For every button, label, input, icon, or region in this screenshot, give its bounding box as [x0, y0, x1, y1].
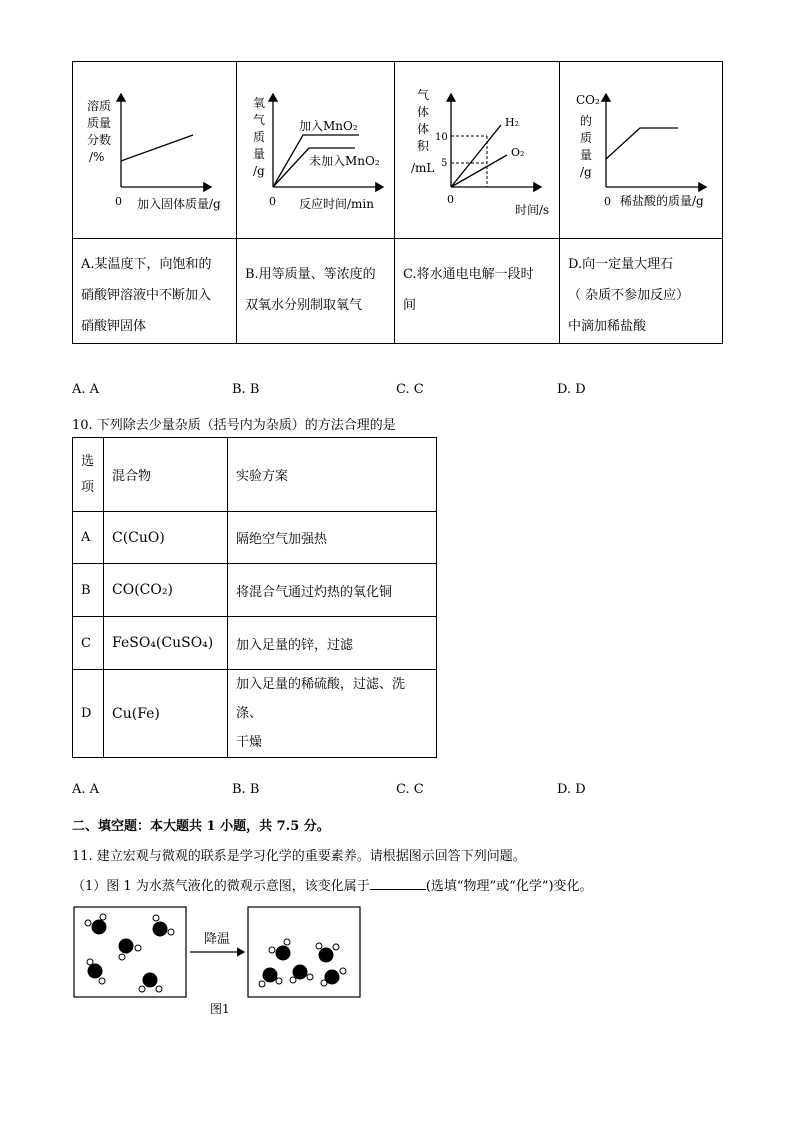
q10-row-a-plan: 隔绝空气加强热 — [228, 512, 437, 564]
caption-a-line3: 硝酸钾固体 — [81, 319, 147, 334]
graph-a-origin: 0 — [115, 195, 122, 208]
graph-c-o2-label: O₂ — [511, 146, 525, 159]
graph-d-xlabel: 稀盐酸的质量/g — [620, 194, 704, 208]
graph-c-ylabel-1: 气 — [417, 88, 430, 102]
figure1 — [72, 905, 364, 1025]
q10-row-c — [73, 617, 437, 670]
graph-d-ylabel-2: 的 — [580, 114, 593, 128]
graph-c-ylabel-5: /mL — [411, 161, 435, 175]
figure1-liquid-molecules — [259, 939, 346, 987]
graph-a-ylabel-3: 分数 — [87, 133, 112, 147]
graph-b-ylabel-4: 量 — [253, 147, 266, 161]
graph-c-curve-h2 — [451, 125, 501, 187]
graph-d-ylabel-1: CO₂ — [576, 93, 600, 107]
q10-row-d-plan — [228, 670, 437, 758]
caption-d-line2: （ 杂质不参加反应） — [568, 288, 690, 303]
graph-c-xlabel: 时间/s — [515, 203, 550, 217]
graph-c-curve-o2 — [451, 155, 507, 187]
q10-row-d — [73, 670, 437, 758]
figure1-arrow-label: 降温 — [204, 932, 231, 947]
graph-a — [73, 62, 235, 238]
caption-c-line1: C.将水通电电解一段时 — [403, 267, 534, 282]
q10-row-d-plan-line2: 干燥 — [236, 735, 263, 750]
graph-b-xlabel: 反应时间/min — [299, 197, 374, 211]
caption-a-line2: 硝酸钾溶液中不断加入 — [81, 288, 212, 303]
q10-row-d-mixture: Cu(Fe) — [104, 670, 228, 758]
figure1-gas-molecules — [85, 914, 174, 992]
graph-c-h2-label: H₂ — [505, 116, 520, 129]
caption-b-line1: B.用等质量、等浓度的 — [245, 267, 376, 282]
graph-d-ylabel-3: 质 — [580, 131, 593, 145]
q10-option-c[interactable]: C. C — [396, 782, 424, 797]
q10-header-plan: 实验方案 — [228, 438, 437, 512]
caption-d-line3: 中滴加稀盐酸 — [568, 319, 647, 334]
graph-b-ylabel-2: 气 — [253, 113, 266, 127]
caption-a-line1: A.某温度下，向饱和的 — [81, 257, 212, 272]
graph-b-curve1-label: 加入MnO₂ — [299, 119, 358, 133]
graph-a-cell — [73, 62, 237, 239]
graph-c — [395, 62, 558, 238]
q10-header-mixture: 混合物 — [104, 438, 228, 512]
q10-header-option-2: 项 — [81, 479, 95, 495]
graph-d-ylabel-5: /g — [580, 165, 592, 179]
graph-d-ylabel-4: 量 — [580, 148, 593, 162]
figure1-label: 图1 — [210, 1002, 230, 1016]
q10-option-a[interactable]: A. A — [72, 782, 100, 797]
q9-option-a[interactable]: A. A — [72, 382, 100, 397]
q10-row-a-label: A — [73, 512, 104, 564]
q10-row-c-label: C — [73, 617, 104, 670]
q10-row-b-plan: 将混合气通过灼热的氧化铜 — [228, 564, 437, 617]
q11-part1 — [72, 875, 593, 894]
graph-c-cell — [395, 62, 560, 239]
q9-option-c[interactable]: C. C — [396, 382, 424, 397]
graph-d-cell — [560, 62, 723, 239]
graph-c-origin: 0 — [447, 193, 454, 206]
graph-c-ylabel-2: 体 — [417, 105, 430, 119]
q10-row-b — [73, 564, 437, 617]
graph-c-ylabel-4: 积 — [417, 139, 430, 153]
q10-header-option — [73, 438, 104, 512]
q10-row-d-label: D — [73, 670, 104, 758]
q10-table — [72, 437, 437, 758]
q10-row-b-label: B — [73, 564, 104, 617]
graph-d-curve — [606, 128, 678, 159]
caption-b — [237, 239, 395, 344]
graph-b-cell — [237, 62, 395, 239]
graph-c-ylabel-3: 体 — [417, 122, 430, 136]
graph-b-ylabel-1: 氧 — [253, 96, 266, 110]
graph-a-ylabel-2: 质量 — [87, 116, 112, 130]
q11-part1-before: （1）图 1 为水蒸气液化的微观示意图，该变化属于 — [72, 879, 370, 894]
caption-d-line1: D.向一定量大理石 — [568, 257, 674, 272]
graph-b-curve2-label: 未加入MnO₂ — [309, 154, 380, 168]
graph-c-tick-5: 5 — [441, 158, 448, 169]
q11-stem: 11. 建立宏观与微观的联系是学习化学的重要素养。请根据图示回答下列问题。 — [72, 849, 526, 864]
q10-row-c-mixture: FeSO₄(CuSO₄) — [104, 617, 228, 670]
caption-d — [560, 239, 723, 344]
section2-heading: 二、填空题：本大题共 1 小题，共 7.5 分。 — [72, 819, 330, 834]
q10-stem: 10. 下列除去少量杂质（括号内为杂质）的方法合理的是 — [72, 418, 396, 433]
graph-c-tick-10: 10 — [435, 132, 448, 143]
graph-a-xlabel: 加入固体质量/g — [137, 197, 221, 211]
q10-row-d-plan-line1: 加入足量的稀硫酸，过滤、洗涤、 — [236, 677, 406, 721]
q10-row-b-mixture: CO(CO₂) — [104, 564, 228, 617]
caption-b-line2: 双氧水分别制取氧气 — [245, 298, 363, 313]
caption-a — [73, 239, 237, 344]
graph-a-ylabel-1: 溶质 — [87, 99, 112, 113]
graph-d — [560, 62, 721, 238]
graph-d-origin: 0 — [604, 195, 611, 208]
q9-option-d[interactable]: D. D — [557, 382, 586, 397]
caption-c — [395, 239, 560, 344]
q10-option-d[interactable]: D. D — [557, 782, 586, 797]
graph-a-curve — [121, 135, 193, 161]
graph-b-ylabel-5: /g — [253, 164, 265, 178]
q10-header-option-1: 选 — [81, 453, 95, 469]
q10-option-b[interactable]: B. B — [232, 782, 260, 797]
q11-answer-blank[interactable] — [370, 877, 426, 890]
q9-table — [72, 61, 723, 344]
graph-b-ylabel-3: 质 — [253, 130, 266, 144]
q11-part1-after: (选填“物理”或“化学”)变化。 — [425, 879, 593, 894]
q10-row-a — [73, 512, 437, 564]
graph-b-origin: 0 — [269, 195, 276, 208]
graph-b — [237, 62, 393, 238]
caption-c-line2: 间 — [403, 298, 417, 313]
q10-row-a-mixture: C(CuO) — [104, 512, 228, 564]
q9-option-b[interactable]: B. B — [232, 382, 260, 397]
q10-row-c-plan: 加入足量的锌，过滤 — [228, 617, 437, 670]
graph-a-ylabel-4: /% — [89, 150, 105, 164]
